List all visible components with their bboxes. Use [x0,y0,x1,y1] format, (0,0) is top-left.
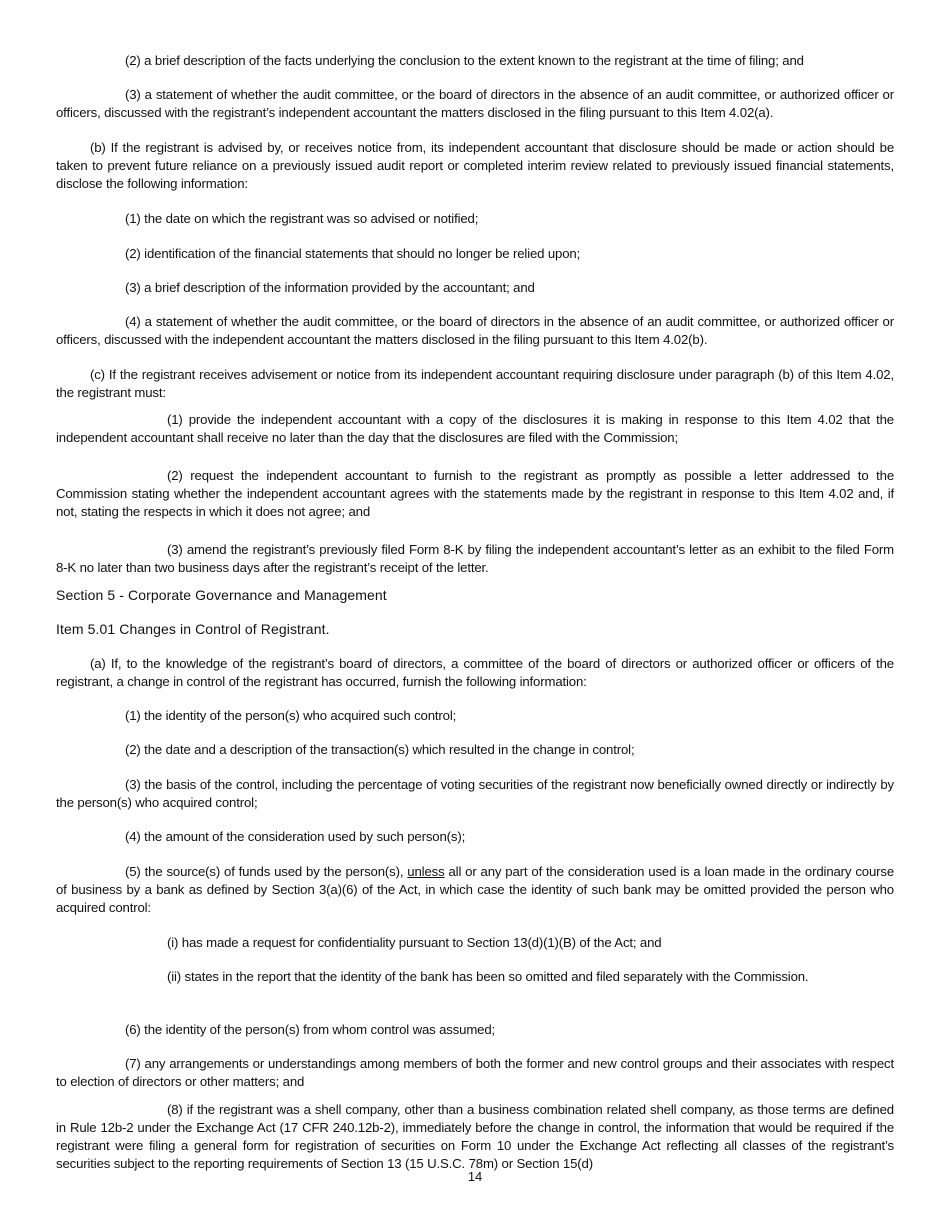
paragraph-4-02c-3: (3) amend the registrant’s previously filed Form 8-K by filing the independent accountant’s letter as an exhibit to the filed Form 8-K no later than two business days after the registrant’s receipt of the letter. [56,542,894,575]
paragraph-5-01a-5 [56,863,894,917]
paragraph-5-01a-3: (3) the basis of the control, including the percentage of voting securities of the registrant now beneficially owned directly or indirectly by the person(s) who acquired control; [56,777,894,810]
paragraph-5-01a-2: (2) the date and a description of the transaction(s) which resulted in the change in control; [125,742,635,757]
page-number: 14 [467,1169,483,1184]
paragraph-5-01a-5-i: (i) has made a request for confidentiality pursuant to Section 13(d)(1)(B) of the Act; and [167,935,662,950]
paragraph-5-01a-7: (7) any arrangements or understandings among members of both the former and new control groups and their associates with respect to election of directors or other matters; and [56,1056,894,1089]
unless-underlined: unless [407,864,445,879]
paragraph-5-01a: (a) If, to the knowledge of the registrant’s board of directors, a committee of the board of directors or authorized officer or officers of the registrant, a change in control of the registrant has occurred, furnish the following information: [56,656,894,689]
paragraph-4-02b: (b) If the registrant is advised by, or receives notice from, its independent accountant that disclosure should be made or action should be taken to prevent future reliance on a previously issued audit report or completed interim review related to previously issued financial statements, disclose the following information: [56,140,894,191]
paragraph-5-01a-5-part2: all or any part of the consideration used is a loan made in the ordinary course of business by a bank as defined by Section 3(a)(6) of the Act, in which case the identity of such bank may be omitted provided the person who acquired control: [56,864,895,915]
paragraph-5-01a-8: (8) if the registrant was a shell company, other than a business combination related shell company, as those terms are defined in Rule 12b-2 under the Exchange Act (17 CFR 240.12b-2), immediately before the change in control, the information that would be required if the registrant were filing a general form for registration of securities on Form 10 under the Exchange Act reflecting all classes of the registrant’s securities subject to the reporting requirements of Section 13 (15 U.S.C. 78m) or Section 15(d) [56,1102,894,1171]
paragraph-4-02a-2: (2) a brief description of the facts underlying the conclusion to the extent known to the registrant at the time of filing; and [125,53,804,68]
paragraph-4-02c-2: (2) request the independent accountant to furnish to the registrant as promptly as possible a letter addressed to the Commission stating whether the independent accountant agrees with the statements made by the registrant in response to this Item 4.02 and, if not, stating the respects in which it does not agree; and [56,468,894,519]
paragraph-4-02c-1: (1) provide the independent accountant with a copy of the disclosures it is making in response to this Item 4.02 that the independent accountant shall receive no later than the day that the disclosures are filed with the Commission; [56,412,894,445]
paragraph-5-01a-5-ii: (ii) states in the report that the identity of the bank has been so omitted and filed separately with the Commission. [167,969,809,984]
paragraph-4-02b-3: (3) a brief description of the information provided by the accountant; and [125,280,535,295]
paragraph-5-01a-5-part1: (5) the source(s) of funds used by the person(s), [125,864,408,879]
section-5-heading: Section 5 - Corporate Governance and Management [56,587,387,603]
paragraph-4-02a-3: (3) a statement of whether the audit committee, or the board of directors in the absence of an audit committee, or authorized officer or officers, discussed with the registrant’s independent accountant the matters disclosed in the filing pursuant to this Item 4.02(a). [56,87,894,120]
paragraph-5-01a-1: (1) the identity of the person(s) who acquired such control; [125,708,457,723]
item-5-01-heading: Item 5.01 Changes in Control of Registrant. [56,621,330,637]
paragraph-5-01a-4: (4) the amount of the consideration used by such person(s); [125,829,466,844]
paragraph-4-02b-2: (2) identification of the financial statements that should no longer be relied upon; [125,246,581,261]
paragraph-5-01a-6: (6) the identity of the person(s) from whom control was assumed; [125,1022,496,1037]
paragraph-4-02b-1: (1) the date on which the registrant was so advised or notified; [125,211,479,226]
paragraph-4-02c: (c) If the registrant receives advisement or notice from its independent accountant requiring disclosure under paragraph (b) of this Item 4.02, the registrant must: [56,367,894,400]
paragraph-4-02b-4: (4) a statement of whether the audit committee, or the board of directors in the absence of an audit committee, or authorized officer or officers, discussed with the independent accountant the matters disclosed in the filing pursuant to this Item 4.02(b). [56,314,894,347]
